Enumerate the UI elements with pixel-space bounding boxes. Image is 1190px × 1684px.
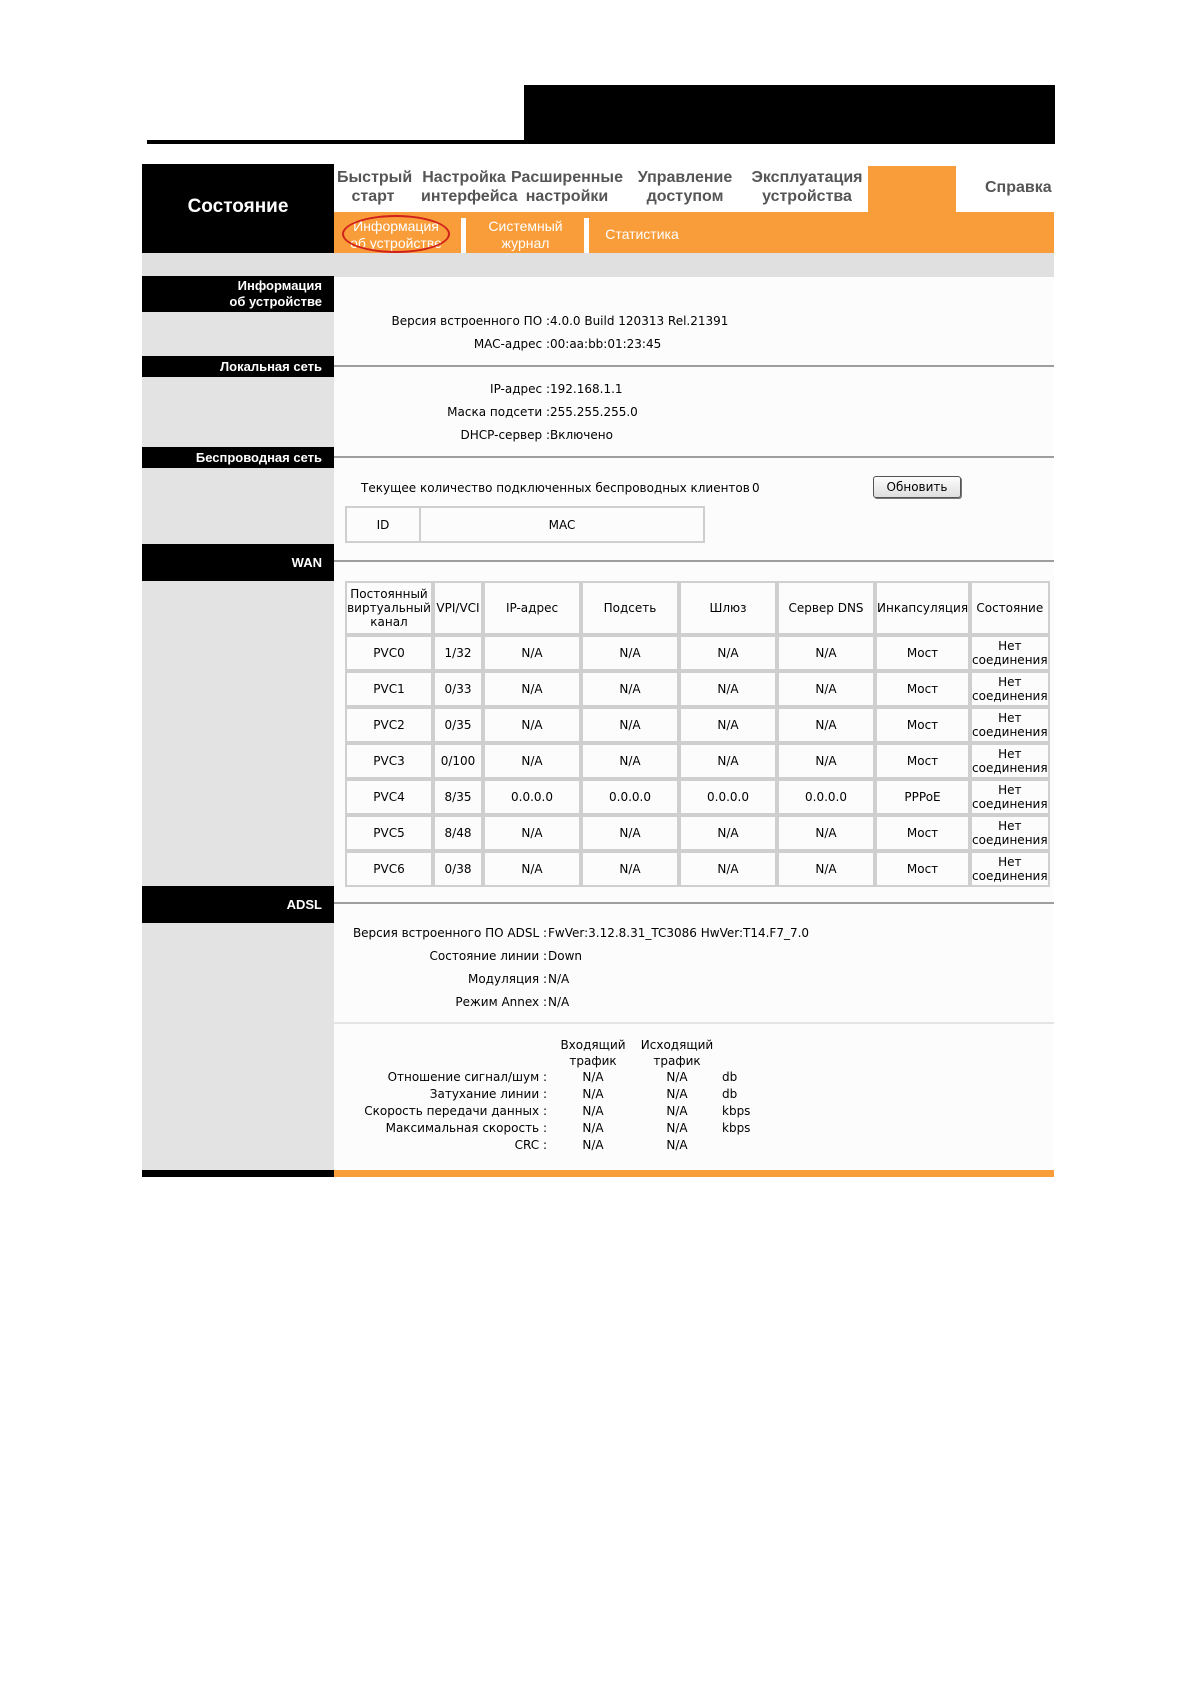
adsl-col-down: Входящий трафик xyxy=(560,1038,626,1068)
adsl-col-up: Исходящий трафик xyxy=(640,1038,714,1068)
section-device-info-line2: об устройстве xyxy=(229,294,322,309)
wan-cell: 0/35 xyxy=(433,707,483,743)
subnav-item-2[interactable] xyxy=(590,226,694,243)
nav-active-tab[interactable] xyxy=(868,166,956,212)
subnav-item-line2: об устройстве xyxy=(350,235,442,251)
adsl-stat-up: N/A xyxy=(666,1138,688,1152)
adsl-stat-label: Отношение сигнал/шум : xyxy=(387,1070,547,1084)
wireless-col-mac: MAC xyxy=(548,517,576,532)
adsl-stat-unit: db xyxy=(722,1070,738,1084)
section-device-info-line1: Информация xyxy=(237,278,322,293)
lan-ip-label: IP-адрес : xyxy=(490,382,550,396)
divider-wan xyxy=(334,560,1054,562)
wan-cell: Нет соединения xyxy=(970,851,1050,887)
adsl-mod-value: N/A xyxy=(548,972,570,986)
adsl-stat-down: N/A xyxy=(582,1070,604,1084)
footer-bar-left xyxy=(142,1170,334,1177)
wan-cell: 1/32 xyxy=(433,635,483,671)
firmware-value: 4.0.0 Build 120313 Rel.21391 xyxy=(550,314,729,328)
wan-cell: N/A xyxy=(483,743,581,779)
adsl-stat-up: N/A xyxy=(666,1121,688,1135)
adsl-annex-value: N/A xyxy=(548,995,570,1009)
wan-cell: N/A xyxy=(777,851,875,887)
adsl-divider xyxy=(334,1022,1054,1024)
nav-item-0[interactable] xyxy=(337,168,413,206)
section-device-info xyxy=(142,276,334,312)
adsl-line-value: Down xyxy=(548,949,583,963)
adsl-stat-unit: kbps xyxy=(722,1121,751,1135)
lan-mask-label: Маска подсети : xyxy=(447,405,550,419)
nav-item-line1: Настройка xyxy=(422,169,506,186)
adsl-stat-up: N/A xyxy=(666,1104,688,1118)
top-gray-strip xyxy=(142,253,1054,277)
wan-cell: Нет соединения xyxy=(970,707,1050,743)
mac-value: 00:aa:bb:01:23:45 xyxy=(550,337,662,351)
wan-cell: N/A xyxy=(581,851,679,887)
lan-mask-value: 255.255.255.0 xyxy=(550,405,638,419)
subnav-item-line1: Статистика xyxy=(605,226,679,242)
wan-cell: N/A xyxy=(777,815,875,851)
wan-cell: 0/33 xyxy=(433,671,483,707)
mac-label: MAC-адрес : xyxy=(473,337,550,351)
header-underline xyxy=(147,140,524,144)
divider-adsl xyxy=(334,902,1054,904)
nav-item-line2: старт xyxy=(351,188,395,205)
adsl-stat-label: Затухание линии : xyxy=(429,1087,547,1101)
adsl-stat-unit: kbps xyxy=(722,1104,751,1118)
nav-item-1[interactable] xyxy=(421,168,518,206)
wan-cell: N/A xyxy=(483,851,581,887)
wan-cell: N/A xyxy=(581,743,679,779)
wan-header-cell: Состояние xyxy=(970,581,1050,635)
wan-cell: PVC2 xyxy=(345,707,433,743)
nav-item-line2: интерфейса xyxy=(421,188,518,205)
wan-cell: N/A xyxy=(777,671,875,707)
wan-cell: PVC4 xyxy=(345,779,433,815)
adsl-fw-label: Версия встроенного ПО ADSL : xyxy=(352,926,547,940)
wan-cell: N/A xyxy=(483,671,581,707)
adsl-stat-down: N/A xyxy=(582,1087,604,1101)
footer-bar-right xyxy=(334,1170,1054,1177)
lan-dhcp-label: DHCP-сервер : xyxy=(460,428,550,442)
wan-cell: N/A xyxy=(483,707,581,743)
wan-cell: N/A xyxy=(581,671,679,707)
nav-item-3[interactable] xyxy=(635,168,735,206)
adsl-stat-unit: db xyxy=(722,1087,738,1101)
adsl-line-label: Состояние линии : xyxy=(429,949,547,963)
adsl-annex-label: Режим Annex : xyxy=(455,995,547,1009)
wan-cell: 0.0.0.0 xyxy=(483,779,581,815)
wan-cell: 0.0.0.0 xyxy=(777,779,875,815)
wan-cell: 0/100 xyxy=(433,743,483,779)
wan-cell: Нет соединения xyxy=(970,779,1050,815)
wan-cell: N/A xyxy=(679,635,777,671)
refresh-button[interactable]: Обновить xyxy=(873,476,961,498)
wan-cell: 0/38 xyxy=(433,851,483,887)
divider-lan xyxy=(334,365,1054,367)
table-row xyxy=(345,815,1050,851)
adsl-stat-down: N/A xyxy=(582,1121,604,1135)
table-row xyxy=(345,743,1050,779)
subnav-item-line1: Системный xyxy=(488,218,563,234)
nav-item-line1: Эксплуатация xyxy=(751,169,863,186)
wan-cell: N/A xyxy=(483,815,581,851)
adsl-stat-up: N/A xyxy=(666,1087,688,1101)
adsl-stat-up: N/A xyxy=(666,1070,688,1084)
wireless-client-table xyxy=(345,506,705,543)
wan-cell: 8/35 xyxy=(433,779,483,815)
wan-cell: N/A xyxy=(679,851,777,887)
wan-header-cell: Подсеть xyxy=(581,581,679,635)
subnav-item-line1: Информация xyxy=(353,218,439,234)
subnav-item-line2: журнал xyxy=(501,235,550,251)
section-adsl: ADSL xyxy=(142,886,334,923)
nav-item-line1: Быстрый xyxy=(337,169,413,186)
nav-item-line2: устройства xyxy=(762,188,852,205)
wan-cell: PVC6 xyxy=(345,851,433,887)
wan-header-cell: Сервер DNS xyxy=(777,581,875,635)
wan-header-cell: Постоянный виртуальный канал xyxy=(345,581,433,635)
wan-cell: Нет соединения xyxy=(970,815,1050,851)
wan-cell: PVC1 xyxy=(345,671,433,707)
section-lan: Локальная сеть xyxy=(142,356,334,377)
nav-item-2[interactable] xyxy=(511,168,623,206)
wan-cell: PPPoE xyxy=(875,779,970,815)
wan-cell: N/A xyxy=(581,815,679,851)
subnav-divider xyxy=(461,218,466,254)
wan-cell: N/A xyxy=(777,635,875,671)
page-title: Состояние xyxy=(187,196,289,217)
wan-cell: Мост xyxy=(875,671,970,707)
wan-header-cell: IP-адрес xyxy=(483,581,581,635)
table-row xyxy=(345,851,1050,887)
section-wireless: Беспроводная сеть xyxy=(142,447,334,468)
nav-item-line1: Управление xyxy=(637,169,733,186)
adsl-mod-label: Модуляция : xyxy=(467,972,547,986)
firmware-label: Версия встроенного ПО : xyxy=(391,314,550,328)
wan-cell: N/A xyxy=(679,707,777,743)
wan-header-cell: VPI/VCI xyxy=(433,581,483,635)
nav-item-6[interactable] xyxy=(985,178,1051,197)
nav-item-line2: доступом xyxy=(646,188,724,205)
wan-cell: N/A xyxy=(581,707,679,743)
adsl-stat-label: CRC : xyxy=(514,1138,547,1152)
table-row xyxy=(345,779,1050,815)
wan-cell: 0.0.0.0 xyxy=(581,779,679,815)
divider-wireless xyxy=(334,456,1054,458)
wan-cell: Мост xyxy=(875,635,970,671)
wan-header-row xyxy=(345,581,1050,635)
wan-cell: Мост xyxy=(875,815,970,851)
page-title-panel xyxy=(142,164,334,253)
wan-cell: N/A xyxy=(581,635,679,671)
header-banner xyxy=(524,85,1055,144)
wan-cell: N/A xyxy=(777,707,875,743)
wan-cell: PVC5 xyxy=(345,815,433,851)
wan-cell: Нет соединения xyxy=(970,743,1050,779)
wan-cell: Мост xyxy=(875,707,970,743)
wan-cell: 8/48 xyxy=(433,815,483,851)
subnav-divider xyxy=(584,218,589,254)
adsl-stat-label: Скорость передачи данных : xyxy=(364,1104,547,1118)
wan-cell: Нет соединения xyxy=(970,671,1050,707)
nav-item-line2: настройки xyxy=(525,188,609,205)
adsl-stat-label: Максимальная скорость : xyxy=(385,1121,547,1135)
left-column xyxy=(142,277,334,1170)
wan-cell: N/A xyxy=(679,743,777,779)
wan-cell: Нет соединения xyxy=(970,635,1050,671)
active-subtab-highlight xyxy=(342,215,450,253)
nav-item-line1: Расширенные xyxy=(511,169,623,186)
wan-table xyxy=(345,581,1050,887)
subnav-item-1[interactable] xyxy=(467,218,584,252)
wan-cell: 0.0.0.0 xyxy=(679,779,777,815)
wan-cell: N/A xyxy=(679,671,777,707)
adsl-stat-down: N/A xyxy=(582,1104,604,1118)
wireless-clients-label: Текущее количество подключенных беспроводных клиентов xyxy=(361,481,750,495)
wan-header-cell: Шлюз xyxy=(679,581,777,635)
wan-cell: Мост xyxy=(875,851,970,887)
lan-dhcp-value: Включено xyxy=(550,428,613,442)
wireless-col-id: ID xyxy=(376,517,390,532)
section-wan: WAN xyxy=(142,544,334,581)
adsl-stat-down: N/A xyxy=(582,1138,604,1152)
wan-header-cell: Инкапсуляция xyxy=(875,581,970,635)
table-row xyxy=(345,635,1050,671)
nav-item-4[interactable] xyxy=(751,168,863,206)
table-row xyxy=(345,671,1050,707)
wireless-clients-count: 0 xyxy=(752,481,760,495)
lan-ip-value: 192.168.1.1 xyxy=(550,382,623,396)
wan-cell: N/A xyxy=(679,815,777,851)
wan-cell: N/A xyxy=(483,635,581,671)
wan-cell: PVC3 xyxy=(345,743,433,779)
nav-item-line1: Справка xyxy=(985,179,1052,196)
table-row xyxy=(345,707,1050,743)
wan-cell: N/A xyxy=(777,743,875,779)
adsl-fw-value: FwVer:3.12.8.31_TC3086 HwVer:T14.F7_7.0 xyxy=(548,926,810,940)
wan-cell: PVC0 xyxy=(345,635,433,671)
wan-cell: Мост xyxy=(875,743,970,779)
